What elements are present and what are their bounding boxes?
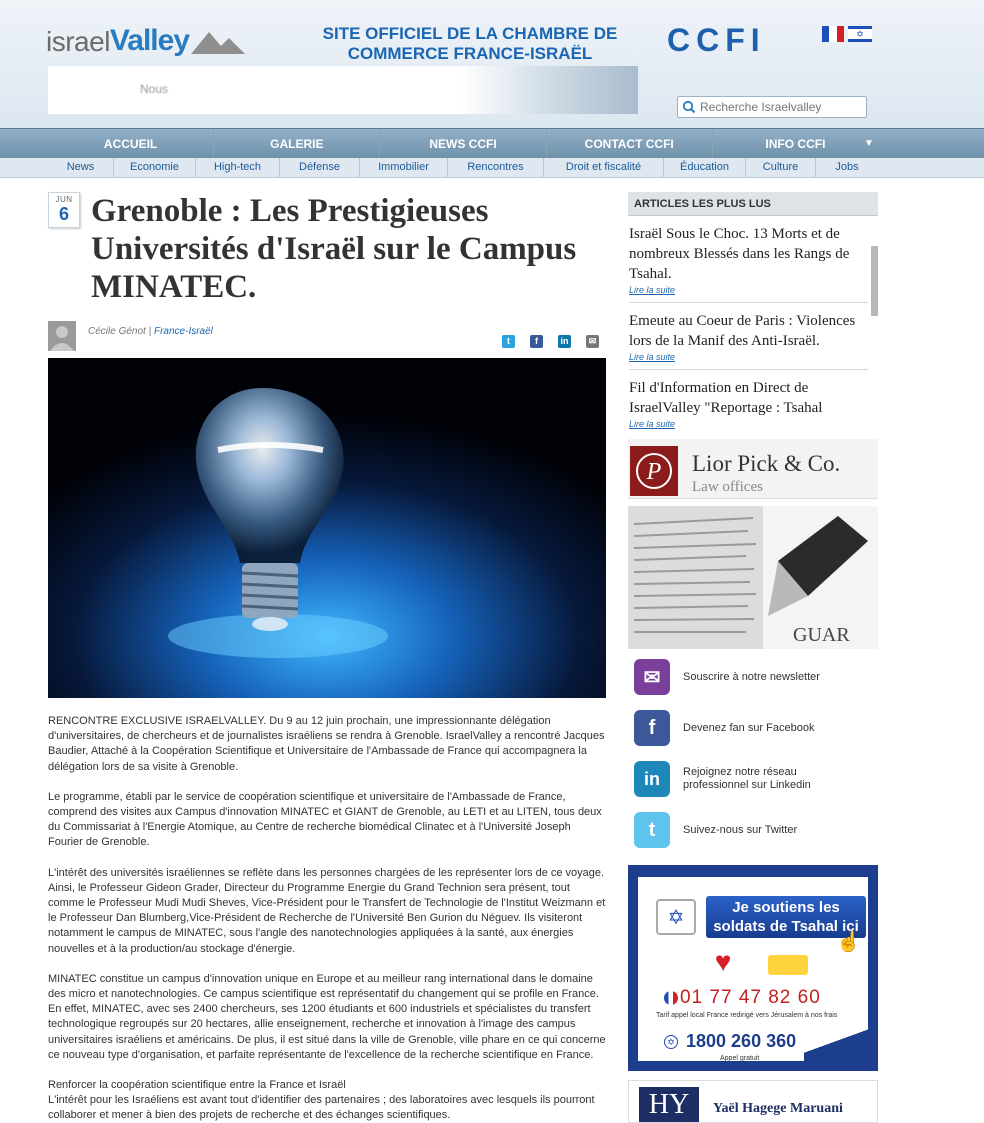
share-buttons (502, 335, 599, 348)
hand-pointer-icon: ☝ (836, 931, 861, 953)
article-body (48, 714, 608, 1123)
yael-hagege-ad[interactable] (628, 1080, 878, 1123)
fountain-pen-image (628, 506, 878, 649)
author-name[interactable]: Cécile Génot (88, 326, 146, 337)
article-hero-image (48, 358, 606, 698)
article-paragraph: L'intérêt des universités israéliennes se reflète dans les personnes chargées de les représenter lors de ce voyage. Ainsi, le Professeur Gideon Grader, Directeur du Programme Energie du Grand Technion sera présent, tout comme le Professeur Mudi Mudi Sheves, Vice-Président pour le Transfert de Technologie de l'Institut Weizmann et le Professeur Dan Blumberg,Vice-Président de Recherche de l'Université Ben Gurion du Néguev. Ils visiteront notamment le campus de MINATEC, sous l'angle des nanotechnologies appliquées à la santé, aux énergies nouvelles et à la production/au stockage d'énergie. (48, 866, 606, 955)
israel-flag-corner (804, 1027, 868, 1061)
header-title: SITE OFFICIEL DE LA CHAMBRE DE COMMERCE FRANCE-ISRAËL (322, 24, 618, 63)
linkedin-share-icon[interactable]: in (558, 335, 571, 348)
popular-item-title[interactable]: Fil d'Information en Direct de IsraelValley "Reportage : Tsahal (629, 380, 823, 416)
twitter-row[interactable] (628, 807, 878, 853)
mountain-icon (191, 30, 245, 54)
article-category[interactable]: France-Israël (153, 326, 213, 337)
read-more-link[interactable]: Lire la suite (629, 419, 676, 429)
svg-text:GUAR: GUAR (793, 624, 850, 646)
article-paragraph: MINATEC constitue un campus d'innovation unique en Europe et au meilleur rang international dans le domaine des micro et nanotechnologies. Ce campus scientifique est représentatif du changement qui se profile en France. En effet, MINATEC, avec ses 2400 chercheurs, ses 1200 étudiants et 600 industriels et spécialistes du transfert technologique regroupés sur 20 hectares, allie enseignement, recherche et innovation à l'image des campus universitaires israéliens et américains. De plus, il est situé dans la ville de Grenoble, ville phare en ce qui concerne ce nouveau type d'organisation, et parfaite représentante de l'excellence de la recherche scientifique en France. (48, 972, 606, 1061)
soldiers-appel: Appel gratuit (720, 1055, 760, 1062)
subnav-economie[interactable]: Economie (114, 158, 196, 178)
search-box[interactable] (677, 96, 867, 118)
article-title: Grenoble : Les Prestigieuses Universités d'Israël sur le Campus MINATEC. (91, 193, 577, 305)
article-paragraph: Renforcer la coopération scientifique entre la France et Israël L'intérêt pour les Israéliens est avant tout d'identifier des partenaires ; des laboratoires avec lesquels ils pourront collaborer et mener à bien des projets de recherche et des échanges scientifiques. (48, 1079, 595, 1122)
soldiers-phone-il[interactable]: 1800 260 360 (686, 1031, 797, 1051)
nav-info-ccfi[interactable]: INFO CCFI (765, 137, 826, 151)
nav-accueil[interactable]: ACCUEIL (48, 129, 214, 159)
newsletter-label[interactable]: Souscrire à notre newsletter (683, 670, 820, 683)
subnav-defense[interactable]: Défense (280, 158, 360, 178)
read-more-link[interactable]: Lire la suite (629, 352, 676, 362)
lior-pick-ad[interactable] (628, 439, 878, 649)
newsletter-row[interactable] (628, 654, 878, 700)
lightbulb-image (48, 358, 606, 698)
subnav-droit-fiscalite[interactable]: Droit et fiscalité (544, 158, 664, 178)
subnav-high-tech[interactable]: High-tech (196, 158, 280, 178)
popular-articles (628, 192, 878, 430)
lior-subtitle: Law offices (692, 479, 763, 495)
nav-news-ccfi[interactable]: NEWS CCFI (380, 129, 546, 159)
heart-66-badge: ♥ (714, 946, 732, 977)
ccfi-logo[interactable]: CCFI (667, 22, 766, 58)
israel-flag-icon: ✡ (656, 899, 696, 935)
user-silhouette-icon (48, 321, 76, 351)
article-paragraph: RENCONTRE EXCLUSIVE ISRAELVALLEY. Du 9 au 12 juin prochain, une impressionnante délégation d'universitaires, de chercheurs et de journalistes israéliens se rendra à Grenoble. IsraelValley a rencontré Jacques Baudier, Attaché à la Coopération Scientifique et Universitaire de l'Ambassade de France qui accompagnera la délégation lors de sa visite à Grenoble. (48, 715, 605, 773)
popular-item-title[interactable]: Israël Sous le Choc. 13 Morts et de nombreux Blessés dans les Rangs de Tsahal. (629, 226, 850, 282)
avatar[interactable] (48, 321, 76, 351)
subnav-culture[interactable]: Culture (746, 158, 816, 178)
date-badge (48, 192, 80, 228)
france-flag-icon (664, 991, 678, 1005)
logo-israel: israel (46, 26, 110, 57)
soldiers-phone-fr[interactable]: 01 77 47 82 60 (680, 987, 821, 1008)
header-banner[interactable] (48, 66, 638, 114)
israel-flag-icon: ✡ (664, 1035, 678, 1049)
facebook-label[interactable]: Devenez fan sur Facebook (683, 721, 815, 734)
nav-contact-ccfi[interactable]: CONTACT CCFI (547, 129, 713, 159)
search-input[interactable] (700, 100, 865, 114)
subnav-immobilier[interactable]: Immobilier (360, 158, 448, 178)
hy-logo-icon: HY (639, 1087, 699, 1123)
soldiers-tariff: Tarif appel local France redirigé vers Jérusalem à nos frais (656, 1012, 838, 1019)
article-paragraph: Le programme, établi par le service de coopération scientifique et universitaire de l'Ambassade de France, comprend des visites aux Campus d'innovation MINATEC et GIANT de Grenoble, au LETI et au LITEN, tous deux du Commissariat à l'Energie Atomique, au Centre de recherche biomédical Clinatec et à l'Université Joseph Fourier de Grenoble. (48, 790, 602, 849)
israel-flag-icon: ✡ (848, 26, 872, 42)
subnav-rencontres[interactable]: Rencontres (448, 158, 544, 178)
twitter-share-icon[interactable]: t (502, 335, 515, 348)
search-icon[interactable] (682, 100, 696, 114)
facebook-row[interactable] (628, 705, 878, 751)
paypal-badge (768, 955, 808, 975)
lior-ad-header (628, 439, 878, 499)
banner-text: Nous (140, 82, 169, 96)
soldiers-support-ad[interactable] (628, 865, 878, 1071)
lior-p-logo-icon (630, 446, 678, 496)
nav-galerie[interactable]: GALERIE (214, 129, 380, 159)
sub-nav (0, 158, 984, 178)
email-share-icon[interactable]: ✉ (586, 335, 599, 348)
newsletter-icon[interactable]: ✉ (634, 659, 670, 695)
popular-item[interactable] (629, 224, 868, 303)
twitter-icon[interactable]: t (634, 812, 670, 848)
facebook-share-icon[interactable]: f (530, 335, 543, 348)
linkedin-label[interactable]: Rejoignez notre réseau professionnel sur Linkedin (683, 766, 811, 791)
soldiers-banner[interactable]: Je soutiens les soldats de Tsahal ici (706, 896, 866, 938)
chevron-down-icon[interactable]: ▼ (864, 138, 874, 149)
author-separator: | (148, 326, 152, 337)
popular-item[interactable] (629, 311, 868, 370)
france-flag-icon (822, 26, 844, 42)
date-day: 6 (58, 204, 69, 224)
lior-name: Lior Pick & Co. (692, 451, 841, 476)
logo-valley: Valley (109, 24, 189, 57)
svg-text:P: P (646, 459, 662, 485)
subnav-jobs[interactable]: Jobs (835, 161, 859, 173)
popular-list[interactable] (628, 216, 878, 430)
date-month: JUN (55, 195, 73, 204)
read-more-link[interactable]: Lire la suite (629, 285, 676, 295)
subnav-education[interactable]: Éducation (664, 158, 746, 178)
linkedin-icon[interactable]: in (634, 761, 670, 797)
scrollbar-thumb[interactable] (871, 246, 878, 316)
twitter-label[interactable]: Suivez-nous sur Twitter (683, 823, 798, 836)
main-nav (0, 128, 984, 158)
subnav-news[interactable]: News (48, 158, 114, 178)
linkedin-row[interactable] (628, 756, 878, 802)
yael-name: Yaël Hagege Maruani (713, 1101, 843, 1116)
popular-item-title[interactable]: Emeute au Coeur de Paris : Violences lors de la Manif des Anti-Israël. (629, 313, 856, 349)
popular-header: ARTICLES LES PLUS LUS (628, 192, 878, 216)
facebook-icon[interactable]: f (634, 710, 670, 746)
site-header (0, 0, 984, 128)
israelvalley-logo[interactable] (46, 18, 245, 58)
author-line (88, 326, 213, 337)
popular-item[interactable] (629, 378, 868, 430)
soldiers-ad-panel (638, 877, 868, 1061)
